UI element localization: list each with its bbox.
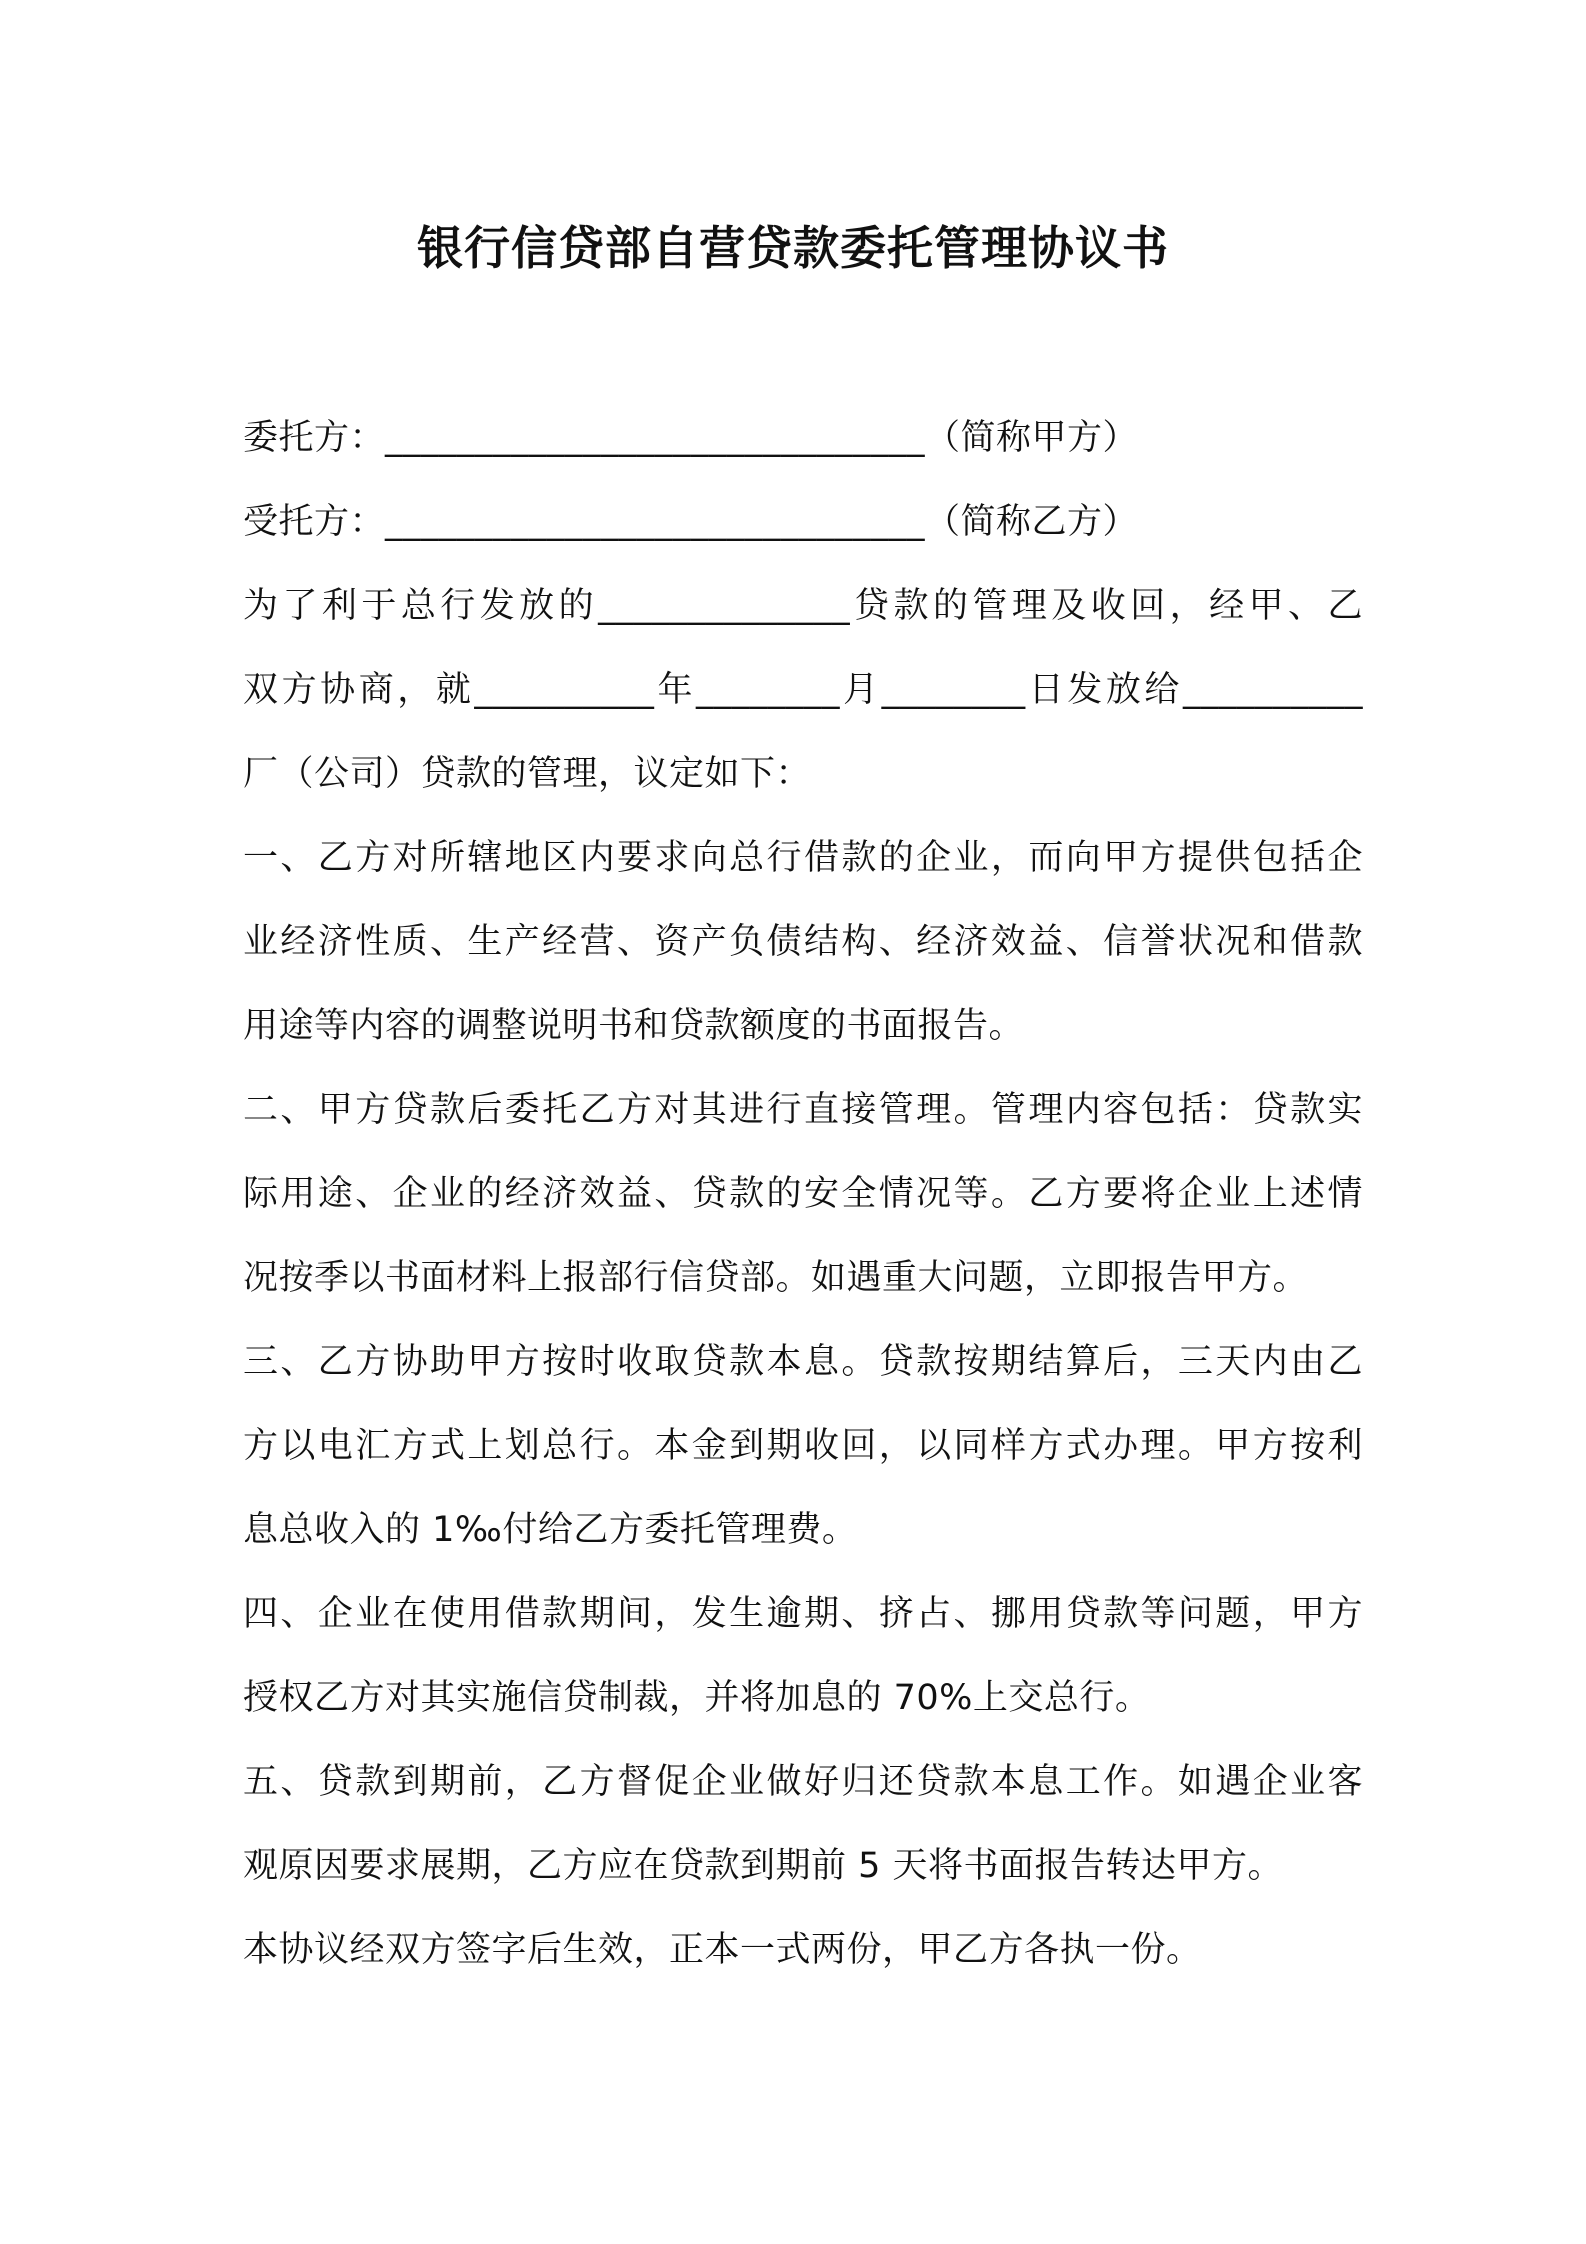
clause-5-line-1: 五、贷款到期前，乙方督促企业做好归还贷款本息工作。如遇企业客: [243, 1762, 1363, 1802]
line-trustee-party: 受托方：______________________________（简称乙方）: [243, 502, 1139, 542]
clause-1-line-3: 用途等内容的调整说明书和贷款额度的书面报告。: [243, 1006, 1025, 1046]
line-intro-2: 双方协商，就__________年________月________日发放给__________: [243, 670, 1363, 710]
clause-2-line-3: 况按季以书面材料上报部行信贷部。如遇重大问题，立即报告甲方。: [243, 1258, 1309, 1298]
line-intro-1: 为了利于总行发放的______________贷款的管理及收回，经甲、乙: [243, 586, 1363, 626]
line-client-party: 委托方：______________________________（简称甲方）: [243, 418, 1139, 458]
clause-4-line-1: 四、企业在使用借款期间，发生逾期、挤占、挪用贷款等问题，甲方: [243, 1594, 1363, 1634]
clause-5-line-2: 观原因要求展期，乙方应在贷款到期前 5 天将书面报告转达甲方。: [243, 1846, 1284, 1886]
clause-2-line-1: 二、甲方贷款后委托乙方对其进行直接管理。管理内容包括：贷款实: [243, 1090, 1363, 1130]
clause-3-line-2: 方以电汇方式上划总行。本金到期收回，以同样方式办理。甲方按利: [243, 1426, 1363, 1466]
closing-statement: 本协议经双方签字后生效，正本一式两份，甲乙方各执一份。: [243, 1930, 1202, 1970]
clause-1-line-1: 一、乙方对所辖地区内要求向总行借款的企业，而向甲方提供包括企: [243, 838, 1363, 878]
clause-3-line-1: 三、乙方协助甲方按时收取贷款本息。贷款按期结算后，三天内由乙: [243, 1342, 1363, 1382]
document-title: 银行信贷部自营贷款委托管理协议书: [417, 221, 1169, 275]
clause-2-line-2: 际用途、企业的经济效益、贷款的安全情况等。乙方要将企业上述情: [243, 1174, 1363, 1214]
line-intro-3: 厂（公司）贷款的管理，议定如下：: [243, 754, 812, 794]
clause-1-line-2: 业经济性质、生产经营、资产负债结构、经济效益、信誉状况和借款: [243, 922, 1363, 962]
clause-4-line-2: 授权乙方对其实施信贷制裁，并将加息的 70%上交总行。: [243, 1678, 1151, 1718]
clause-3-line-3: 息总收入的 1‰付给乙方委托管理费。: [243, 1510, 858, 1550]
